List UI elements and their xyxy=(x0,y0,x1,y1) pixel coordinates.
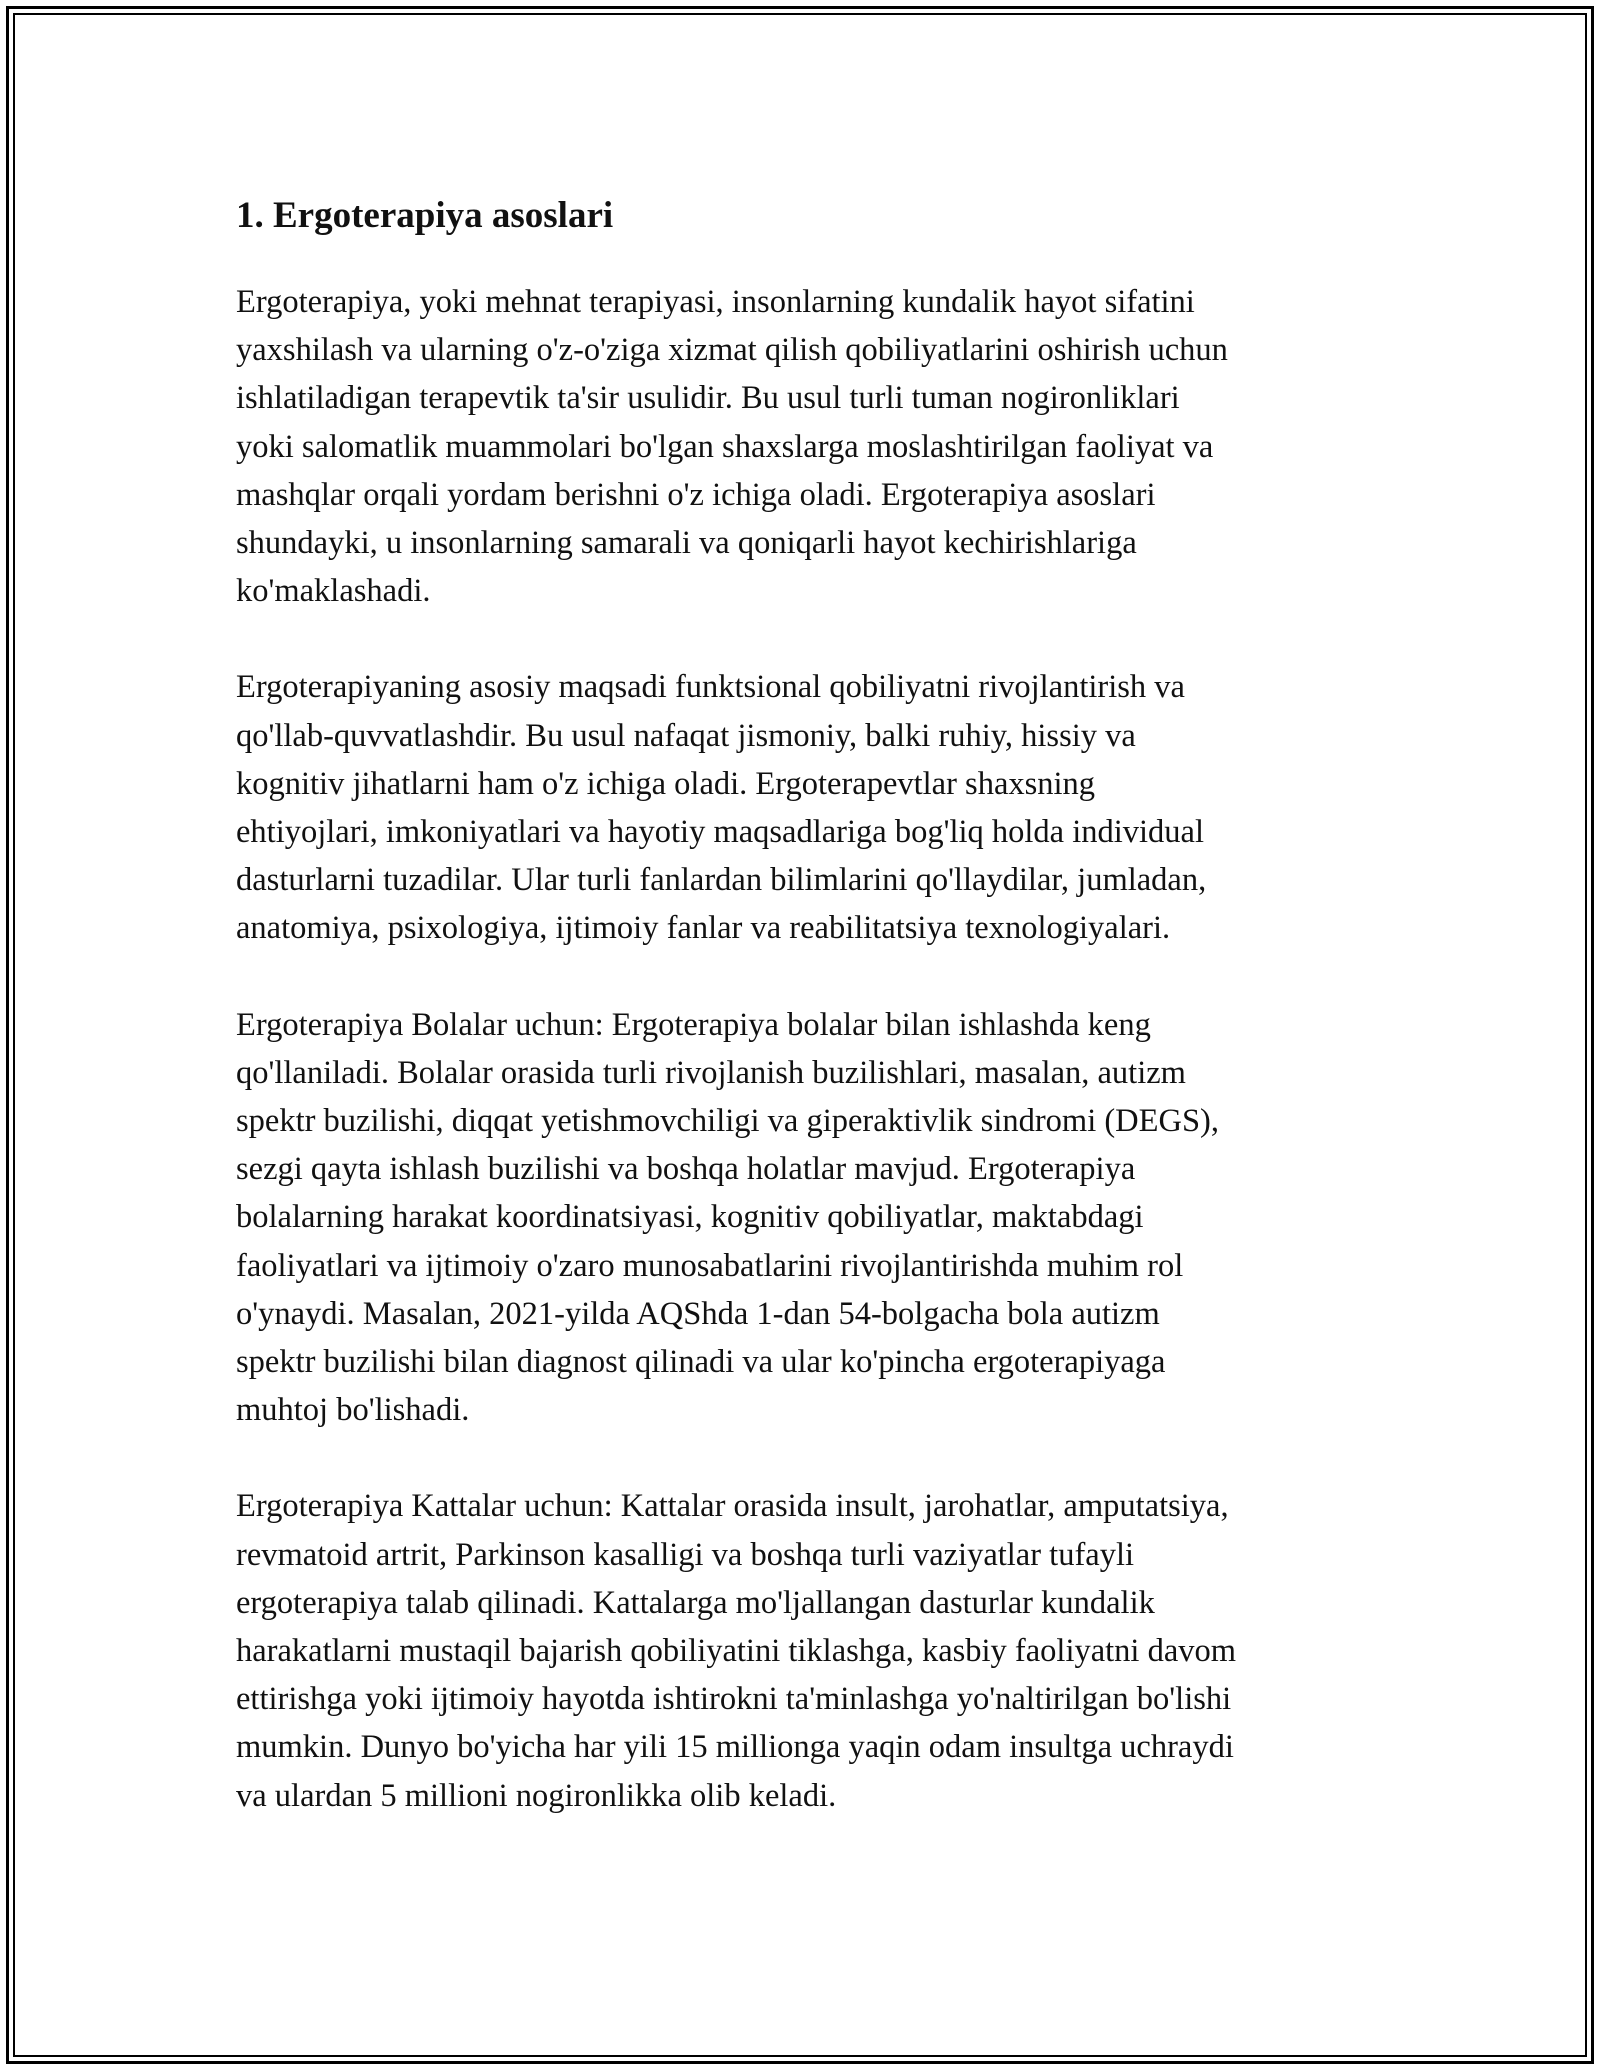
paragraph-children: Ergoterapiya Bolalar uchun: Ergoterapiya bolalar bilan ishlashda keng qo'llaniladi. Bolalar orasida turli rivojlanish buzilishlari, masalan, autizm spektr buzilishi, diqqat yetishmovchiligi va giperaktivlik sindromi (DEGS), sezgi qayta ishlash buzilishi va boshqa holatlar mavjud. Ergoterapiya bolalarning harakat koordinatsiyasi, kognitiv qobiliyatlar, maktabdagi faoliyatlari va ijtimoiy o'zaro munosabatlarini rivojlantirishda muhim rol o'ynaydi. Masalan, 2021-yilda AQShda 1-dan 54-bolgacha bola autizm spektr buzilishi bilan diagnost qilinadi va ular ko'pincha ergoterapiyaga muhtoj bo'lishadi. xyxy=(236,1006,1219,1429)
paragraph-adults: Ergoterapiya Kattalar uchun: Kattalar orasida insult, jarohatlar, amputatsiya, revmatoid artrit, Parkinson kasalligi va boshqa turli vaziyatlar tufayli ergoterapiya talab qilinadi. Kattalarga mo'ljallangan dasturlar kundalik harakatlarni mustaqil bajarish qobiliyatini tiklashga, kasbiy faoliyatni davom ettirishga yoki ijtimoiy hayotda ishtirokni ta'minlashga yo'naltirilgan bo'lishi mumkin. Dunyo bo'yicha har yili 15 millionga yaqin odam insultga uchraydi va ulardan 5 millioni nogironlikka olib keladi. xyxy=(236,1488,1237,1814)
paragraph-introduction: Ergoterapiya, yoki mehnat terapiyasi, insonlarning kundalik hayot sifatini yaxshilash va ularning o'z-o'ziga xizmat qilish qobiliyatlarini oshirish uchun ishlatiladigan terapevtik ta'sir usulidir. Bu usul turli tuman nogironliklari yoki salomatlik muammolari bo'lgan shaxslarga moslashtirilgan faoliyat va mashqlar orqali yordam berishni o'z ichiga oladi. Ergoterapiya asoslari shundayki, u insonlarning samarali va qoniqarli hayot kechirishlariga ko'maklashadi. xyxy=(236,284,1228,610)
document-body xyxy=(236,188,1386,1868)
paragraph-main-goal: Ergoterapiyaning asosiy maqsadi funktsional qobiliyatni rivojlantirish va qo'llab-quvvatlashdir. Bu usul nafaqat jismoniy, balki ruhiy, hissiy va kognitiv jihatlarni ham o'z ichiga oladi. Ergoterapevtlar shaxsning ehtiyojlari, imkoniyatlari va hayotiy maqsadlariga bog'liq holda individual dasturlarni tuzadilar. Ular turli fanlardan bilimlarini qo'llaydilar, jumladan, anatomiya, psixologiya, ijtimoiy fanlar va reabilitatsiya texnologiyalari. xyxy=(236,669,1207,947)
section-heading: 1. Ergoterapiya asoslari xyxy=(236,195,614,236)
